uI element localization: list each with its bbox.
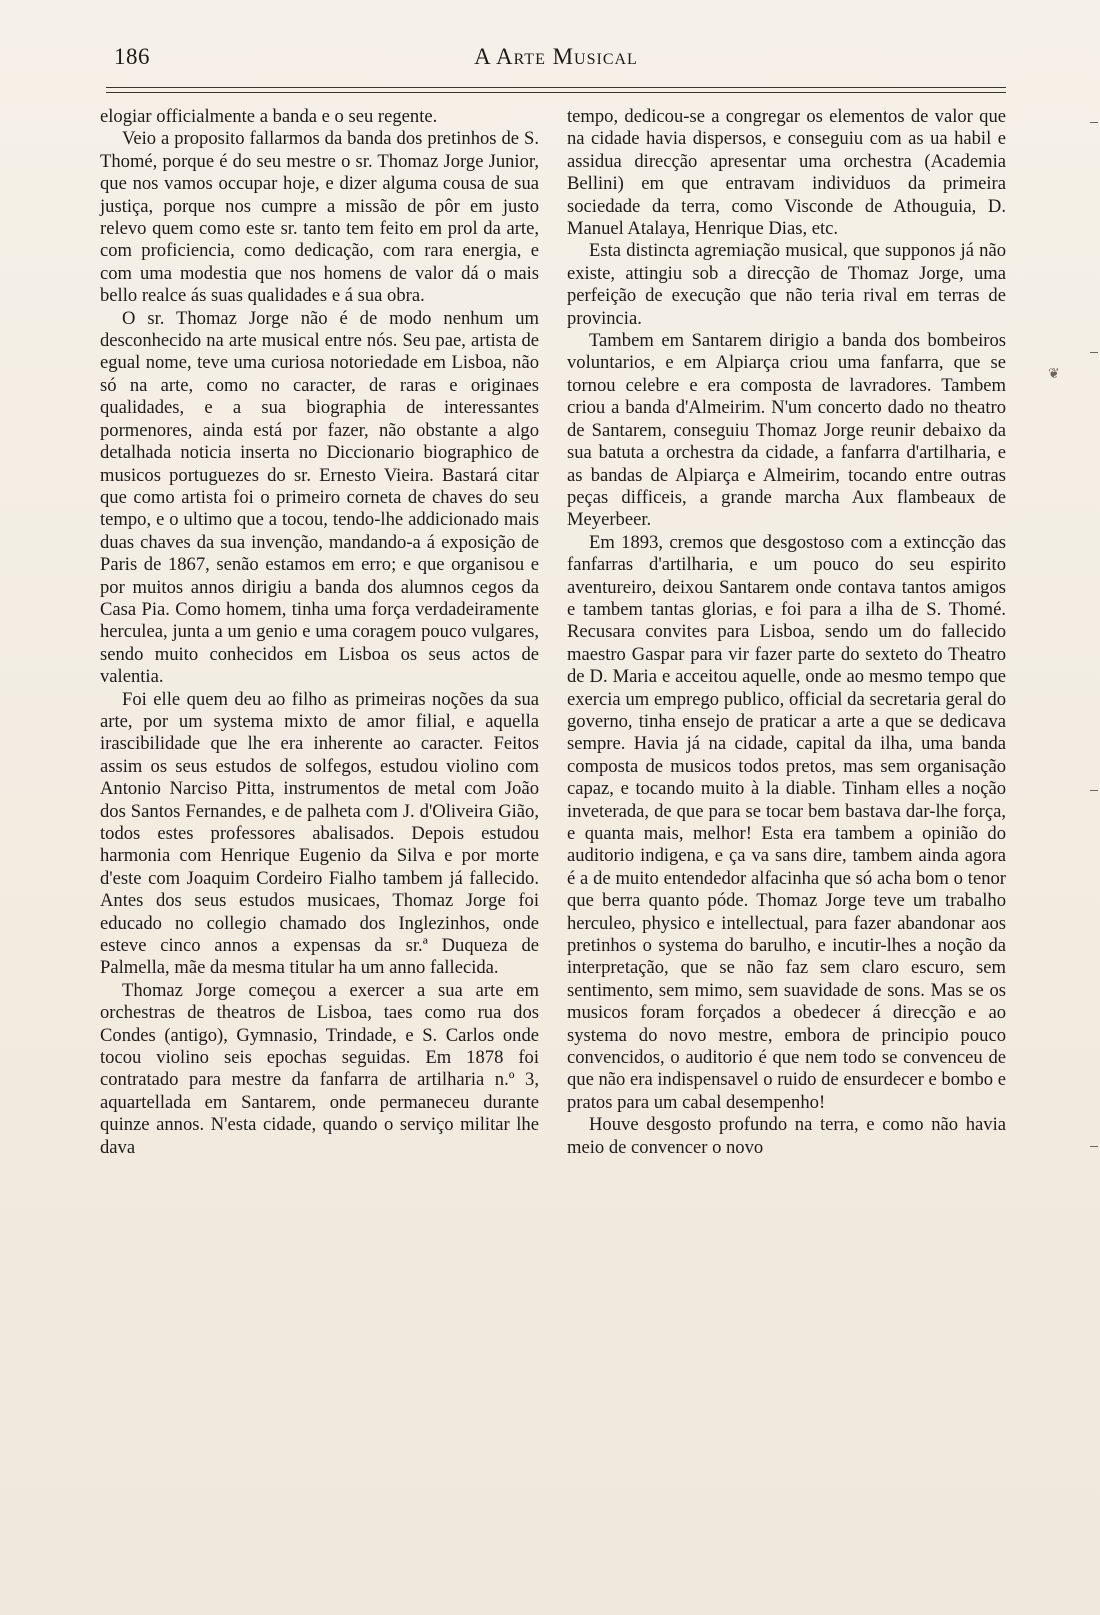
paragraph: Em 1893, cremos que desgostoso com a extincção das fanfarras d'artilharia, e um pouco do seu espirito aventureiro, deixou Santarem onde contava tantos amigos e tambem tantas glorias, e foi para a ilha de S. Thomé. Recusara convites para Lisboa, sendo um do fallecido maestro Gaspar para vir fazer parte do sexteto do Theatro de D. Maria e acceitou aquelle, onde ao mesmo tempo que exercia um emprego publico, official da secretaria geral do governo, tinha ensejo de praticar a arte a que se dedicava sempre. Havia já na cidade, capital da ilha, uma banda composta de musicos todos pretos, mas sem organisação capaz, e tocando muito à la diable. Tinham elles a noção inveterada, de que para se tocar bem bastava dar-lhe força, e quanta mais, melhor! Esta era tambem a opinião do auditorio indigena, e ça va sans dire, tambem ainda agora é a de muito entendedor alfacinha que só acha bom o tenor que berra quanto póde. Thomaz Jorge teve um trabalho herculeo, physico e intellectual, para fazer abandonar aos pretinhos o systema do barulho, e incutir-lhes a noção da interpretação, que se não faz sem claro escuro, sem sentimento, sem mimo, sem suavidade de sons. Mas se os musicos foram forçados a obedecer á direcção e ao systema do novo mestre, embora de principio pouco convencidos, o auditorio é que nem todo se convenceu de que não era indispensavel o ruido de ensurdecer e bombo e pratos para um cabal desempenho! — [567, 531, 1006, 1113]
margin-mark — [1090, 1146, 1098, 1147]
paragraph: Esta distincta agremiação musical, que supponos já não existe, attingiu sob a direcção de Thomaz Jorge, uma perfeição de execução que não teria rival em terras de provincia. — [567, 240, 1006, 329]
paragraph: Foi elle quem deu ao filho as primeiras noções da sua arte, por um systema mixto de amor filial, e aquella irascibilidade que lhe era inherente ao caracter. Feitos assim os seus estudos de solfegos, estudou violino com Antonio Narciso Pitta, instrumentos de metal com João dos Santos Fernandes, e de palheta com J. d'Oliveira Gião, todos estes professores abalisados. Depois estudou harmonia com Henrique Eugenio da Silva e por morte d'este com Joaquim Cordeiro Fialho tambem já fallecido. Antes dos seus estudos musicaes, Thomaz Jorge foi educado no collegio chamado dos Inglezinhos, onde esteve cinco annos a expensas da sr.ª Duqueza de Palmella, mãe da mesma titular ha um anno fallecida. — [100, 688, 539, 979]
header-rule — [106, 87, 1006, 88]
margin-mark — [1090, 790, 1098, 791]
paragraph: Houve desgosto profundo na terra, e como não havia meio de convencer o novo — [567, 1114, 1006, 1158]
paragraph: O sr. Thomaz Jorge não é de modo nenhum um desconhecido na arte musical entre nós. Seu pae, artista de egual nome, teve uma curiosa notoriedade em Lisboa, não só na arte, como no caracter, de raras e originaes qualidades, e a sua biographia de interessantes pormenores, ainda está por fazer, não obstante a algo detalhada noticia inserta no Diccionario biographico de musicos portuguezes do sr. Ernesto Vieira. Bastará citar que como artista foi o primeiro corneta de chaves do seu tempo, e o ultimo que a tocou, tendo-lhe addicionado mais duas chaves da sua invenção, mandando-a á exposição de Paris de 1867, senão estamos em erro; e que organisou e por muitos annos dirigiu a banda dos alumnos cegos da Casa Pia. Como homem, tinha uma força verdadeiramente herculea, junta a um genio e uma coragem pouco vulgares, sendo muito conhecidos em Lisboa os seus actos de valentia. — [100, 307, 539, 688]
page-header — [106, 44, 1006, 78]
paragraph: elogiar officialmente a banda e o seu regente. — [100, 106, 438, 127]
left-column — [100, 106, 539, 1159]
fleuron-icon: ❦ — [1048, 367, 1060, 382]
margin-mark — [1090, 122, 1098, 123]
paragraph: Tambem em Santarem dirigio a banda dos bombeiros voluntarios, e em Alpiarça criou uma fanfarra, que se tornou celebre e era composta de lavradores. Tambem criou a banda d'Almeirim. N'um concerto dado no theatro de Santarem, conseguiu Thomaz Jorge reunir debaixo da sua batuta a orchestra da cidade, a fanfarra d'artilharia, e as bandas de Alpiarça e Almeirim, tocando entre outras peças difficeis, a grande marcha Aux flambeaux de Meyerbeer. — [567, 330, 1006, 531]
margin-mark — [1090, 352, 1098, 353]
paragraph: Veio a proposito fallarmos da banda dos pretinhos de S. Thomé, porque é do seu mestre o sr. Thomaz Jorge Junior, que nos vamos occupar hoje, e dizer alguma cousa de sua justiça, porque nos cumpre a missão de pôr em justo relevo quem como este sr. tanto tem feito em prol da arte, com proficiencia, como dedicação, com rara energia, e com uma modestia que nos homens de valor dá o mais bello realce ás suas qualidades e á sua obra. — [100, 128, 539, 307]
right-column — [567, 106, 1006, 1159]
header-rule — [106, 92, 1006, 93]
paragraph: tempo, dedicou-se a congregar os elementos de valor que na cidade havia dispersos, e conseguiu com as ua habil e assidua direcção apresentar uma orchestra (Academia Bellini) em que entravam individuos da primeira sociedade da terra, como Visconde de Athouguia, D. Manuel Atalaya, Henrique Dias, etc. — [567, 106, 1006, 240]
paragraph: Thomaz Jorge começou a exercer a sua arte em orchestras de theatros de Lisboa, taes como rua dos Condes (antigo), Gymnasio, Trindade, e S. Carlos onde tocou violino seis epochas seguidas. Em 1878 foi contratado para mestre da fanfarra de artilharia n.º 3, aquartellada em Santarem, onde permaneceu durante quinze annos. N'esta cidade, quando o serviço militar lhe dava — [100, 979, 539, 1158]
running-title: A Arte Musical — [474, 44, 638, 69]
page-number: 186 — [114, 44, 150, 69]
